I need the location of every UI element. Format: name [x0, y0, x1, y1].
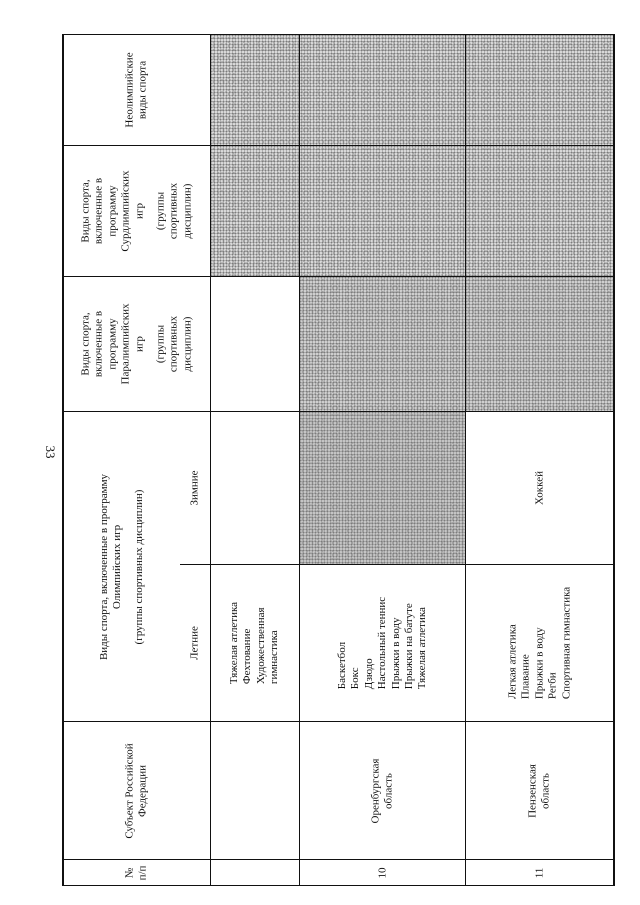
shade-row1-nonolympic	[210, 34, 615, 145]
shade-row3-paralympic	[465, 276, 615, 411]
sports-table	[62, 34, 615, 886]
header-paralympic: Виды спорта, включенные в программу Паралимпийских игр (группы спортивных дисциплин)	[79, 303, 194, 385]
border-right	[613, 34, 615, 886]
header-winter: Зимние	[188, 470, 201, 506]
shade-row1-surdlympic	[210, 145, 615, 276]
shade-row2-paralympic	[299, 276, 465, 411]
row2-summer: Баскетбол Бокс Дзюдо Настольный теннис Прыжки в воду Прыжки на батуте Тяжелая атлетика	[335, 596, 429, 690]
header-olympic: Виды спорта, включенные в программу Олимпийских игр (группы спортивных дисциплин)	[97, 473, 145, 660]
page-number-text: 33	[43, 445, 58, 459]
header-nonolympic: Неолимпийские виды спорта	[123, 52, 149, 128]
header-num: № п/п	[123, 865, 149, 880]
row-sep-header	[210, 34, 211, 886]
row3-winter: Хоккей	[532, 471, 545, 505]
header-surdlympic: Виды спорта, включенные в программу Сурдлимпийских игр (группы спортивных дисциплин)	[79, 170, 194, 252]
row2-subject: Оренбургская область	[369, 758, 395, 823]
row3-summer: Легкая атлетика Плавание Прыжки в воду Регби Спортивная гимнастика	[505, 586, 572, 700]
row2-num: 10	[375, 867, 388, 878]
header-summer: Летние	[188, 626, 201, 660]
row3-num: 11	[532, 867, 545, 878]
shade-row2-winter	[299, 411, 465, 564]
row3-subject: Пензенская область	[526, 763, 552, 818]
row1-summer: Тяжелая атлетика Фехтование Художественная гимнастика	[228, 601, 281, 685]
header-subject: Субъект Российской Федерации	[123, 742, 149, 839]
